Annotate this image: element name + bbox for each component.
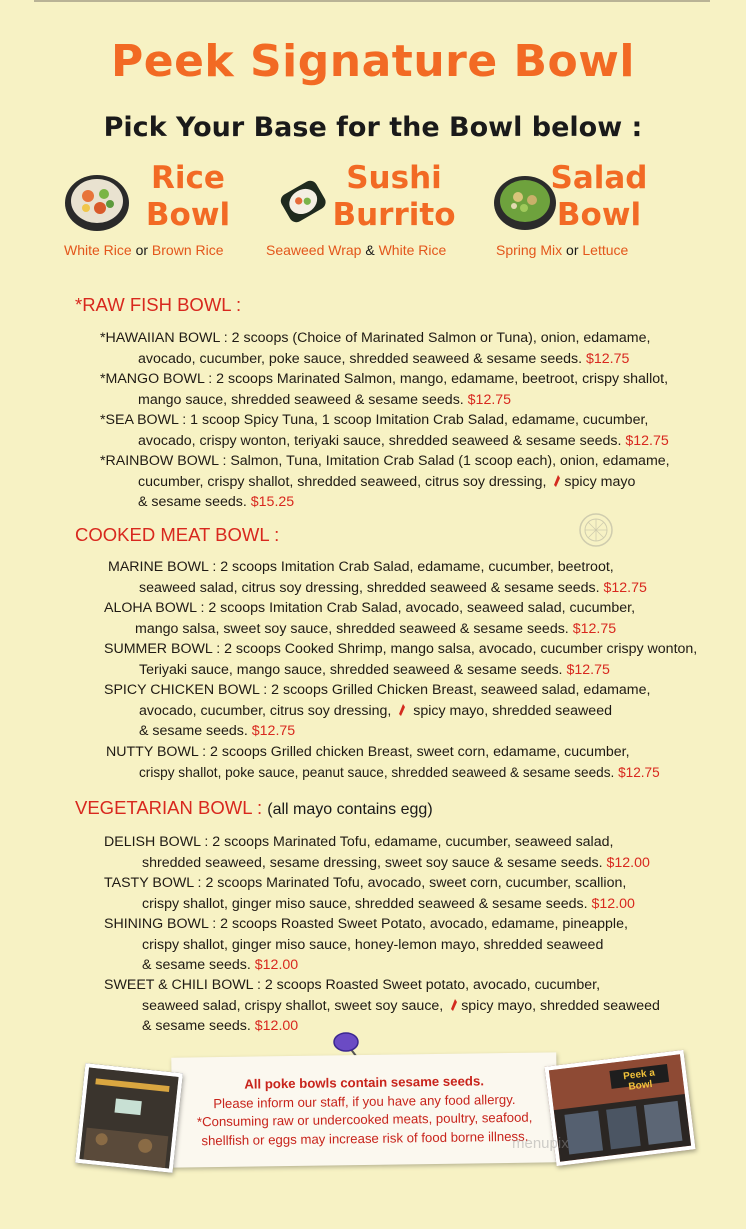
item-price: $12.75: [251, 723, 296, 739]
item-desc: 2 scoops Grilled chicken Breast, sweet corn, edamame, cucumber,: [206, 744, 630, 760]
item-name: ALOHA BOWL :: [104, 600, 205, 616]
item-desc: 2 scoops Marinated Tofu, edamame, cucumber, seaweed salad,: [208, 834, 614, 850]
base-options: [64, 242, 224, 258]
item-desc: 2 scoops Cooked Shrimp, mango salsa, avocado, cucumber crispy wonton,: [220, 641, 698, 657]
interior-scene: [79, 1068, 178, 1169]
item-desc-spicy: spicy mayo, shredded seaweed: [461, 997, 660, 1014]
menu-item-nutty: [106, 742, 660, 783]
item-desc-end: & sesame seeds.: [139, 723, 252, 739]
base-title-line1: Sushi: [346, 160, 442, 196]
option-sep: or: [562, 242, 583, 258]
item-price: $12.75: [625, 432, 669, 449]
notice-line-3: *Consuming raw or undercooked meats, poultry, seafood,: [196, 1109, 533, 1130]
item-price: $12.00: [254, 1018, 299, 1034]
rice-bowl-photo: [64, 170, 130, 232]
menu-item-tasty: [104, 873, 635, 914]
option-a: Seaweed Wrap: [266, 242, 362, 258]
menu-item-spicy-chicken: [104, 680, 650, 742]
restaurant-interior-photo: [75, 1063, 183, 1173]
item-desc: Salmon, Tuna, Imitation Crab Salad (1 scoop each), onion, edamame,: [226, 453, 670, 469]
item-desc: 2 scoops Marinated Tofu, avocado, sweet corn, cucumber, scallion,: [201, 875, 627, 891]
base-title-line1: Rice: [151, 160, 225, 196]
item-price: $12.75: [585, 350, 630, 367]
store-sign: Peek a Bowl: [622, 1067, 656, 1093]
page-subtitle: Pick Your Base for the Bowl below :: [103, 112, 643, 143]
menu-item-mango: [100, 369, 668, 410]
section-cooked-meat: COOKED MEAT BOWL :: [75, 524, 280, 545]
item-price: $12.00: [254, 957, 299, 973]
item-name: *RAINBOW BOWL :: [100, 453, 227, 469]
menu-item-hawaiian: [100, 328, 650, 369]
section-title: VEGETARIAN BOWL :: [75, 797, 263, 818]
option-a: White Rice: [64, 242, 132, 258]
chili-pepper-icon: [398, 704, 406, 716]
item-desc-cont: avocado, cucumber, citrus soy dressing,: [139, 702, 396, 719]
base-title-line2: Bowl: [145, 197, 231, 233]
item-desc-cont: mango salsa, sweet soy sauce, shredded seaweed & sesame seeds.: [135, 620, 573, 637]
item-name: NUTTY BOWL :: [106, 744, 207, 760]
menu-item-sea: [100, 410, 669, 451]
item-name: MARINE BOWL :: [108, 559, 217, 575]
base-title: [332, 160, 456, 234]
item-name: SPICY CHICKEN BOWL :: [104, 682, 268, 698]
item-name: *MANGO BOWL :: [100, 371, 213, 387]
base-sushi-burrito: [266, 160, 466, 270]
item-desc-spicy: spicy mayo: [564, 473, 636, 490]
item-desc-cont: cucumber, crispy shallot, shredded seaweed, citrus soy dressing,: [138, 473, 551, 490]
section-note: (all mayo contains egg): [267, 801, 433, 818]
menu-item-marine: [108, 557, 647, 598]
item-desc-end: & sesame seeds.: [138, 494, 251, 510]
base-salad-bowl: [492, 160, 652, 270]
option-sep: &: [361, 242, 379, 258]
item-desc-cont: crispy shallot, ginger miso sauce, shredded seaweed & sesame seeds.: [142, 895, 592, 912]
option-b: White Rice: [378, 242, 447, 258]
item-desc-cont: shredded seaweed, sesame dressing, sweet soy sauce & sesame seeds.: [142, 854, 607, 871]
option-b: Brown Rice: [151, 242, 224, 258]
item-desc: 2 scoops Marinated Salmon, mango, edamame, beetroot, crispy shallot,: [212, 371, 669, 387]
page-title: Peek Signature Bowl: [110, 36, 635, 87]
sushi-burrito-photo: [274, 170, 334, 232]
base-rice-bowl: [64, 160, 244, 270]
item-name: TASTY BOWL :: [104, 875, 202, 891]
item-desc: 1 scoop Spicy Tuna, 1 scoop Imitation Crab Salad, edamame, cucumber,: [186, 412, 649, 428]
menu-item-aloha: [104, 598, 635, 639]
base-options: [266, 242, 446, 258]
item-desc-cont: avocado, cucumber, poke sauce, shredded seaweed & sesame seeds.: [138, 350, 586, 367]
base-title-line2: Burrito: [332, 197, 456, 233]
base-title-line2: Bowl: [556, 197, 642, 233]
item-desc: 2 scoops Grilled Chicken Breast, seaweed salad, edamame,: [267, 682, 651, 698]
notice-line-4: shellfish or eggs may increase risk of food borne illness.: [201, 1128, 529, 1148]
item-desc-cont: avocado, crispy wonton, teriyaki sauce, shredded seaweed & sesame seeds.: [138, 432, 626, 449]
section-vegetarian: [75, 797, 433, 819]
item-price: $12.75: [603, 579, 647, 596]
section-raw-fish: *RAW FISH BOWL :: [75, 294, 242, 315]
watermark: menupix: [512, 1135, 569, 1152]
chili-pepper-icon: [553, 475, 561, 487]
item-desc-cont: seaweed salad, citrus soy dressing, shredded seaweed & sesame seeds.: [139, 579, 604, 596]
item-price: $12.75: [572, 620, 617, 637]
option-b: Lettuce: [582, 242, 629, 258]
menu-item-summer: [104, 639, 697, 680]
lemon-slice-icon: [578, 512, 614, 548]
item-desc-cont: Teriyaki sauce, mango sauce, shredded seaweed & sesame seeds.: [139, 661, 567, 678]
storefront-scene: [549, 1054, 691, 1161]
item-desc-cont: mango sauce, shredded seaweed & sesame seeds.: [138, 391, 468, 408]
item-price: $12.75: [566, 661, 610, 678]
item-desc-end: & sesame seeds.: [142, 1018, 255, 1034]
item-desc-spicy: spicy mayo, shredded seaweed: [409, 702, 612, 719]
notice-line-2: Please inform our staff, if you have any food allergy.: [213, 1091, 516, 1111]
item-price: $12.75: [467, 391, 512, 408]
item-desc: 2 scoops (Choice of Marinated Salmon or Tuna), onion, edamame,: [227, 330, 651, 346]
item-desc-cont: crispy shallot, poke sauce, peanut sauce, shredded seaweed & sesame seeds.: [139, 764, 619, 780]
item-desc: 2 scoops Roasted Sweet potato, avocado, cucumber,: [260, 977, 601, 993]
base-title: [132, 160, 244, 234]
item-name: SHINING BOWL :: [104, 916, 217, 932]
item-name: SWEET & CHILI BOWL :: [104, 977, 261, 993]
menu-item-delish: [104, 832, 650, 873]
item-price: $12.00: [606, 854, 650, 871]
item-desc: 2 scoops Roasted Sweet Potato, avocado, edamame, pineapple,: [216, 916, 628, 932]
item-name: *SEA BOWL :: [100, 412, 187, 428]
option-a: Spring Mix: [496, 242, 563, 258]
base-title-line1: Salad: [550, 160, 648, 196]
item-name: SUMMER BOWL :: [104, 641, 221, 657]
item-desc-cont: crispy shallot, ginger miso sauce, honey-lemon mayo, shredded seaweed: [142, 936, 604, 953]
item-price: $12.00: [591, 895, 635, 912]
base-options: [496, 242, 628, 258]
item-name: DELISH BOWL :: [104, 834, 209, 850]
item-desc-end: & sesame seeds.: [142, 957, 255, 973]
item-price: $15.25: [250, 494, 295, 510]
menu-item-shining: [104, 914, 628, 976]
top-divider: [34, 0, 710, 2]
item-desc: 2 scoops Imitation Crab Salad, avocado, seaweed salad, cucumber,: [204, 600, 636, 616]
allergy-notice: [171, 1052, 557, 1167]
notice-line-1: All poke bowls contain sesame seeds.: [244, 1073, 485, 1092]
chili-pepper-icon: [450, 999, 458, 1011]
item-name: *HAWAIIAN BOWL :: [100, 330, 228, 346]
item-desc: 2 scoops Imitation Crab Salad, edamame, cucumber, beetroot,: [216, 559, 614, 575]
option-sep: or: [131, 242, 152, 258]
menu-item-rainbow: [100, 451, 670, 513]
item-price: $12.75: [618, 764, 660, 780]
base-title: [546, 160, 652, 234]
menu-item-sweet-chili: [104, 975, 660, 1037]
item-desc-cont: seaweed salad, crispy shallot, sweet soy sauce,: [142, 997, 448, 1014]
